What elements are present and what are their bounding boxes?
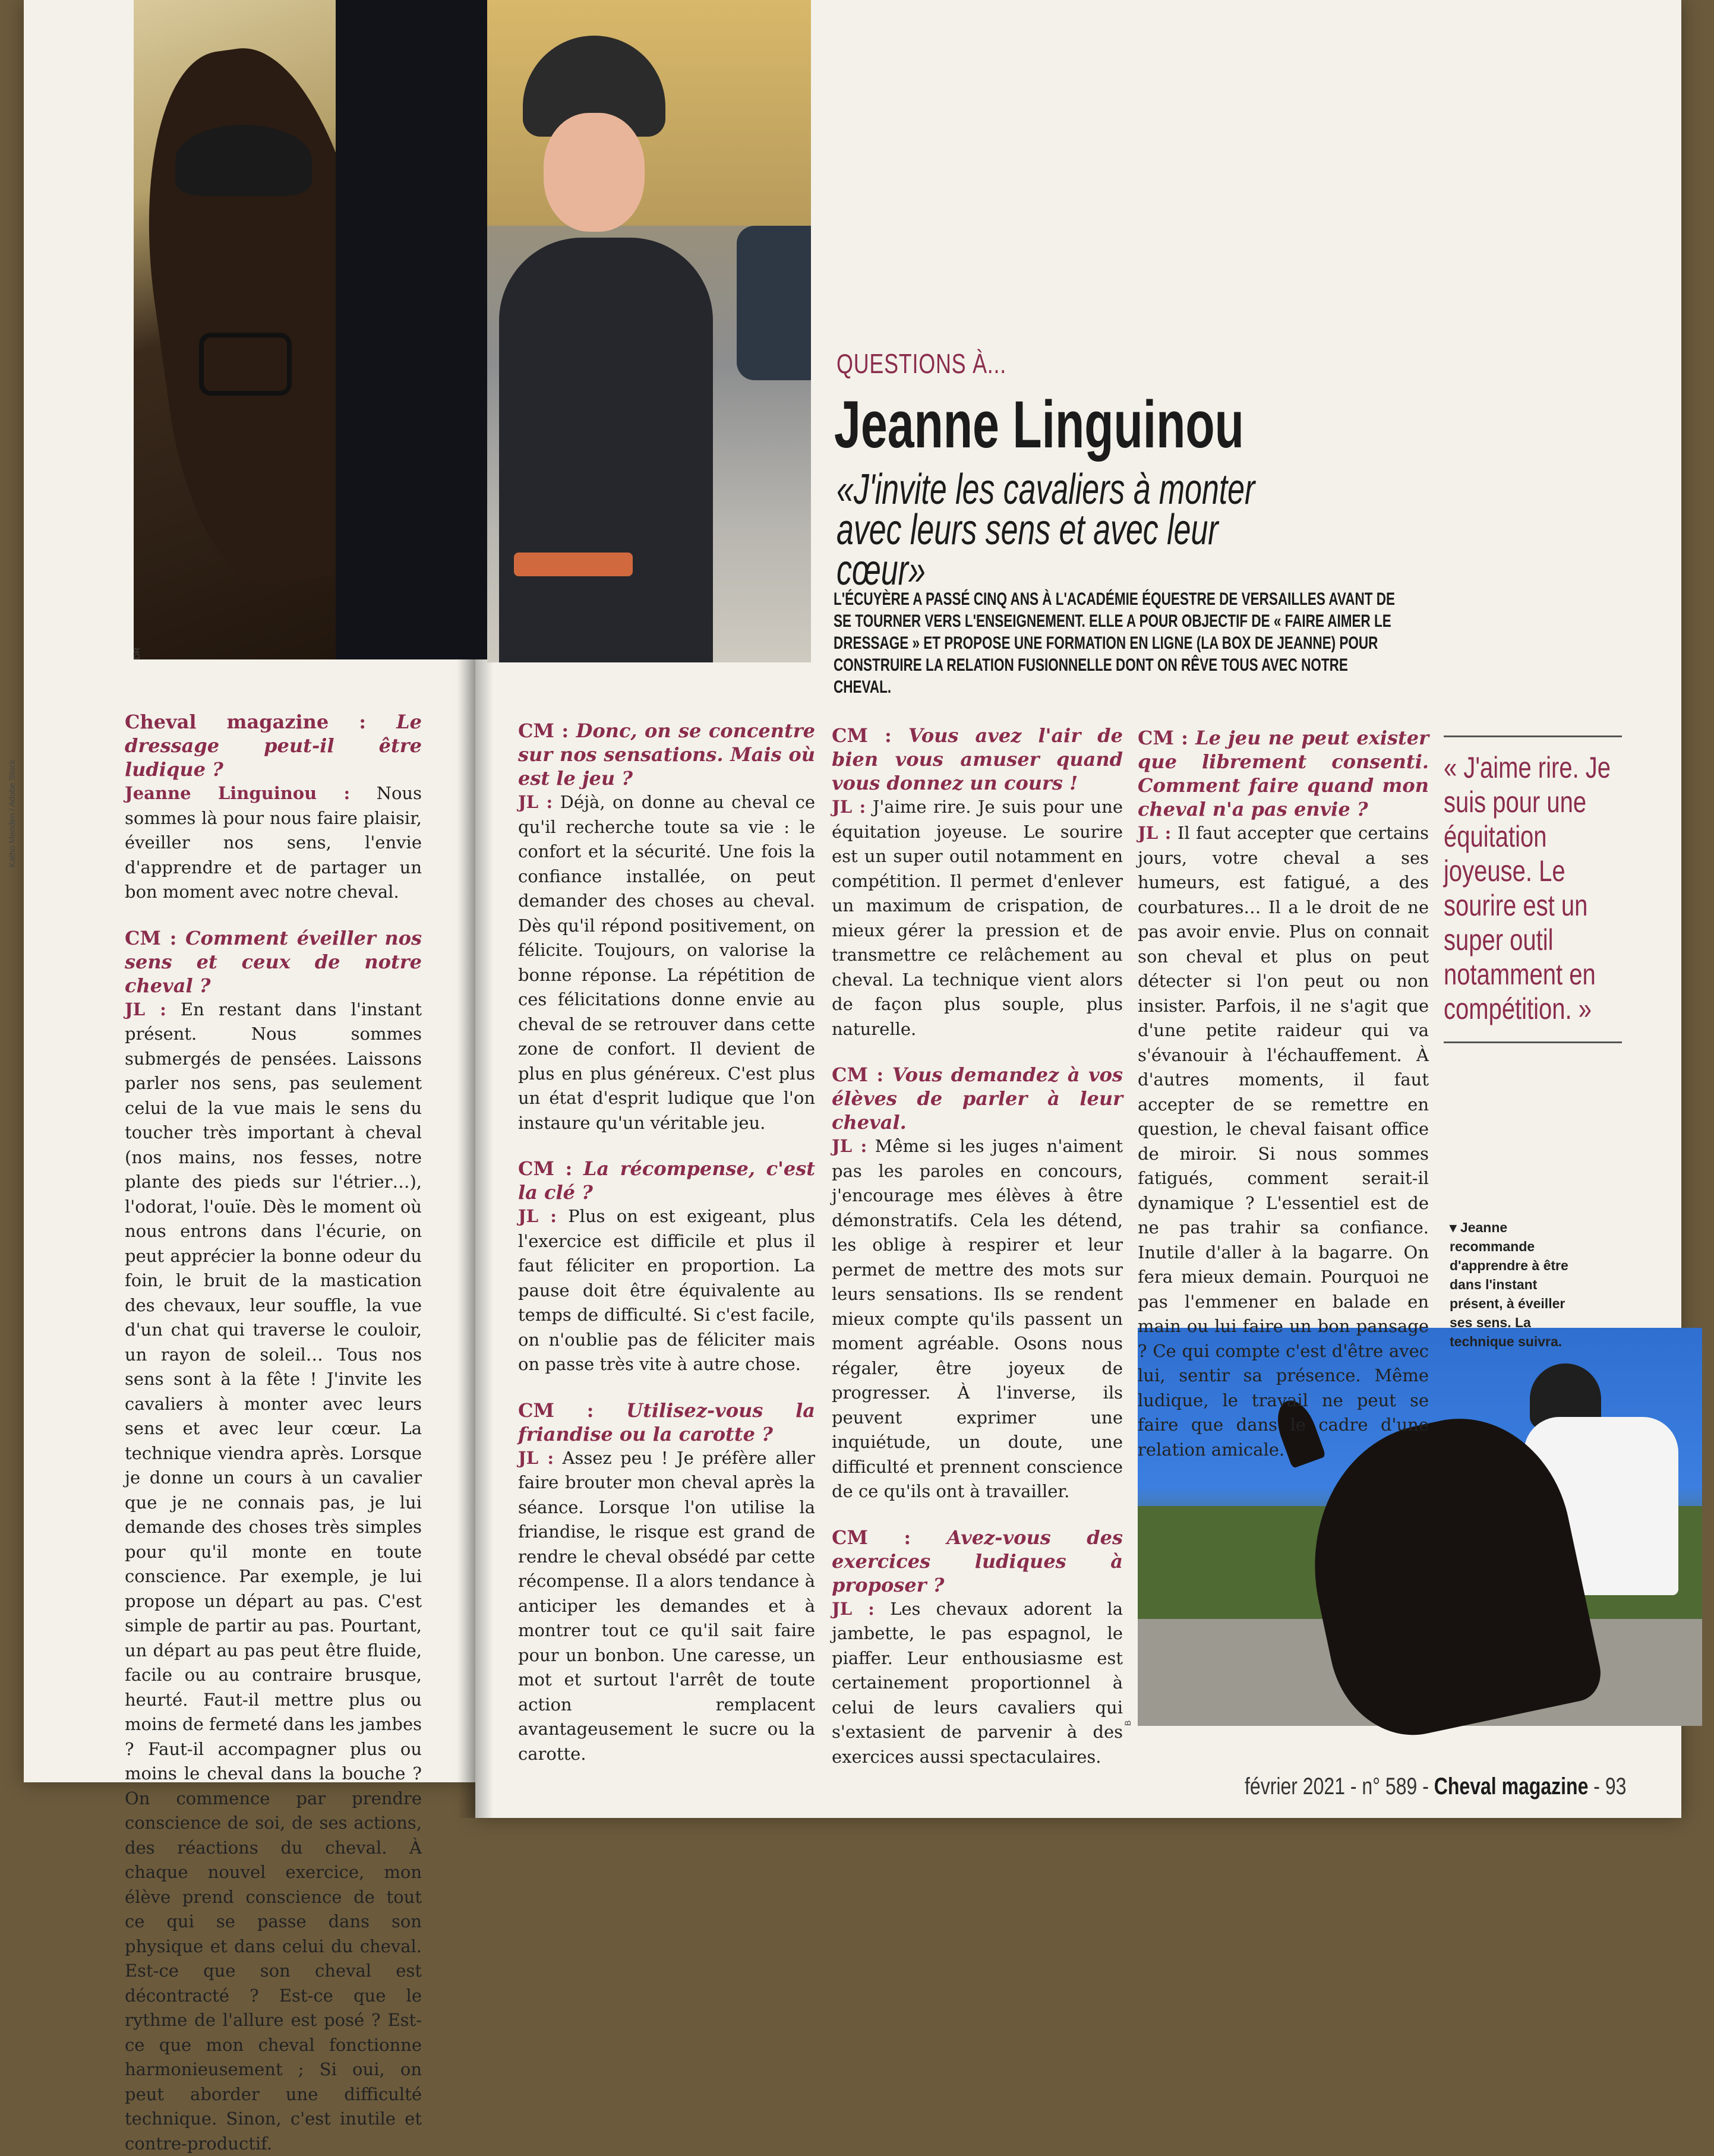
photo-credit-dr: DR [132,647,141,659]
page-number: - 93 [1588,1773,1627,1800]
magazine-name: Cheval magazine [1434,1773,1589,1800]
answer-1: Jeanne Linguinou : Nous sommes là pour nous faire plaisir, éveiller nos sens, l'envie d'apprendre et de partager un bon moment avec notre cheval. [125,783,422,902]
page-footer [1245,1773,1626,1800]
text-column-3 [832,724,1123,1769]
intro-paragraph: L'ÉCUYÈRE A PASSÉ CINQ ANS À L'ACADÉMIE ÉQUESTRE DE VERSAILLES AVANT DE SE TOURNER VERS L'ENSEIGNEMENT. ELLE A POUR OBJECTIF DE « FAIRE AIMER LE DRESSAGE » ET PROPOSE UNE FORMATION EN LIGNE (LA BOX DE JEANNE) POUR CONSTRUIRE LA RELATION FUSIONNELLE DONT ON RÊVE TOUS AVEC NOTRE CHEVAL. [834,589,1395,697]
question-4: CM : La récompense, c'est la clé ? [518,1157,816,1204]
answer-6: JL : J'aime rire. Je suis pour une équitation joyeuse. Le sourire est un super outil notamment en compétition. Il permet d'enlever un maximum de crispation, de mieux gérer la pression et de transmettre ce relâchement au cheval. La technique vient alors de façon plus souple, plus naturelle. [832,797,1123,1039]
answer-3: JL : Déjà, on donne au cheval ce qu'il recherche toute sa vie : le confort et la sécurité. Une fois la confiance installée, on peut demander des choses au cheval. Dès qu'il répond positivement, on félicite. Toujours, on valorise la bonne réponse. La répétition de ces félicitations donne envie au cheval de se retrouver dans cette zone de confort. Il devient de plus en plus généreux. C'est plus un état d'esprit ludique que l'on instaure qu'un véritable jeu. [518,792,815,1133]
answer-8: JL : Les chevaux adorent la jambette, le pas espagnol, le piaffer. Leur enthousiasme est certainement proportionnel à celui de leurs cavaliers qui s'extasient de parvenir à des exercices aussi spectaculaires. [832,1598,1123,1767]
rider-portrait-photo [487,0,811,662]
issue-info: février 2021 - n° 589 - [1245,1773,1434,1800]
answer-7: JL : Même si les juges n'aiment pas les paroles en concours, j'encourage mes élèves à être démonstratifs. Cela les détend, les oblige à respirer et leur permet de mettre des mots sur leurs sensations. Ils se rendent mieux compte qu'ils passent un moment agréable. Osons nous régaler, être joyeux de progresser. À l'inverse, ils peuvent exprimer une inquiétude, un doute, une difficulté et prennent conscience de ce qu'ils ont à travailler. [832,1136,1123,1501]
text-column-2 [518,719,816,1764]
photo-caption: ▾ Jeanne recommande d'apprendre à être dans l'instant présent, à éveiller ses sens. La technique suivra. [1450,1220,1568,1349]
question-6: CM : Vous avez l'air de bien vous amuser quand vous donnez un cours ! [832,724,1123,794]
question-5: CM : Utilisez-vous la friandise ou la carotte ? [518,1399,815,1445]
question-7: CM : Vous demandez à vos élèves de parler à leur cheval. [832,1063,1123,1134]
question-9: CM : Le jeu ne peut exister que librement consenti. Comment faire quand mon cheval n'a pas envie ? [1138,727,1429,820]
answer-9: JL : Il faut accepter que certains jours, votre cheval a ses humeurs, est fatigué, a des courbatures… Il a le droit de ne pas avoir envie. Plus on connait son cheval et plus on peut détecter si l'on peut ou non insister. Parfois, il ne s'agit que d'une petite raideur qui va s'évanouir à l'échauffement. À d'autres moments, il faut accepter de se remettre en question, le cheval faisant office de miroir. Si nous sommes fatigués, comment serait-il dynamique ? L'essentiel est de ne pas trahir sa confiance. Inutile d'aller à la bagarre. On fera mieux demain. Pourquoi ne pas l'emmener en balade en main ou lui faire un bon pansage ? Ce qui compte c'est d'être avec lui, sentir sa présence. Même ludique, le travail ne peut se faire que dans le cadre d'une relation amicale. [1138,823,1429,1460]
pull-quote: « J'aime rire. Je suis pour une équitation joyeuse. Le sourire est un super outil notamment en compétition. » [1444,735,1622,1043]
photo-credit-b: B [1123,1720,1132,1726]
section-kicker: QUESTIONS À... [837,348,1007,379]
question-2: CM : Comment éveiller nos sens et ceux de notre cheval ? [125,926,422,997]
horse-photo [134,0,487,659]
answer-4: JL : Plus on est exigeant, plus l'exercice est difficile et plus il faut féliciter en proportion. La pause doit être équivalente au temps de difficulté. Si c'est facile, on n'oublie pas de féliciter mais on passe très vite à autre chose. [518,1206,815,1374]
photo-credit-vertical: Katho Menden / Adobe Stock [7,759,17,867]
question-8: CM : Avez-vous des exercices ludiques à proposer ? [832,1526,1123,1596]
question-3: CM : Donc, on se concentre sur nos sensations. Mais où est le jeu ? [518,719,816,790]
text-column-1 [125,710,422,2154]
answer-5: JL : Assez peu ! Je préfère aller faire brouter mon cheval après la séance. Lorsque l'on utilise la friandise, le risque est grand de rendre le cheval obsédé par cette récompense. Il a alors tendance à anticiper les demandes et à montrer tout ce qu'il sait faire pour un bonbon. Une caresse, un mot et surtout l'arrêt de toute action remplacent avantageusement le sucre ou la carotte. [518,1447,815,1764]
question-1: Cheval magazine : Le dressage peut-il être ludique ? [125,711,422,781]
text-column-4 [1138,726,1429,1460]
answer-2: JL : En restant dans l'instant présent. Nous sommes submergés de pensées. Laissons parler nos sens, pas seulement celui de la vue mais le sens du toucher très important à cheval (nos mains, nos fesses, notre plante des pieds sur l'étrier…), l'odorat, l'ouïe. Dès le moment où nous entrons dans l'écurie, on peut apprécier la bonne odeur du foin, le bruit de la mastication des chevaux, leur souffle, la vue d'un chat qui traverse le couloir, un rayon de soleil… Tous nos sens sont à la fête ! J'invite les cavaliers à monter avec leurs sens et avec leur cœur. La technique viendra après. Lorsque je donne un cours à un cavalier que je ne connais pas, je lui demande des choses très simples pour qu'il monte en toute conscience. Par exemple, je lui propose un départ au pas. C'est simple de partir au pas. Pourtant, un départ au pas peut être fluide, facile ou au contraire brusque, heurté. Faut-il mettre plus ou moins de fermeté dans les jambes ? Faut-il accompagner plus ou moins le cheval dans la bouche ? On commence par prendre conscience de soi, de ses actions, des réactions du cheval. À chaque nouvel exercice, mon élève prend conscience de tout ce qui se passe dans son physique et dans celui du cheval. Est-ce que son cheval est décontracté ? Est-ce que le rythme de l'allure est posé ? Est-ce que mon cheval fonctionne harmonieusement ; Si oui, on peut aborder une difficulté technique. Sinon, c'est inutile et contre-productif. [125,999,422,2154]
interviewee-name: Jeanne Linguinou [834,387,1244,462]
headline-quote: «J'invite les cavaliers à monter avec leurs sens et avec leur cœur» [837,466,1255,594]
